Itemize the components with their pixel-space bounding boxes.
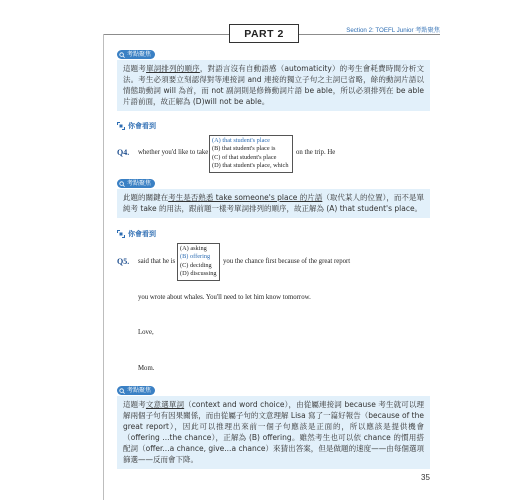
explanation-box bbox=[117, 189, 430, 218]
passage-line: you wrote about whales. You'll need to let him know tomorrow. bbox=[138, 294, 311, 301]
explanation-box bbox=[117, 60, 430, 111]
key-point-tag-label: 考點聚焦 bbox=[127, 180, 152, 187]
key-point-tag bbox=[117, 50, 155, 59]
key-point-tag-label: 考點聚焦 bbox=[127, 51, 152, 58]
you-will-see-label bbox=[117, 229, 156, 239]
you-will-see-text: 你會看到 bbox=[128, 230, 156, 238]
passage-closing: Love, bbox=[138, 329, 154, 336]
passage-signature: Mom. bbox=[138, 365, 155, 372]
explanation-text: 這題考 bbox=[123, 64, 147, 73]
explanation-key-phrase: 單詞排列的順序 bbox=[146, 64, 200, 73]
key-point-tag bbox=[117, 386, 155, 395]
option-b: (B) that student's place is bbox=[212, 145, 276, 153]
answer-options-box bbox=[209, 135, 293, 173]
explanation-text: 此題的關鍵在 bbox=[123, 193, 169, 202]
question-text-before: said that he is bbox=[138, 258, 176, 265]
option-d: (D) that student's place, which bbox=[212, 162, 289, 170]
you-will-see-label bbox=[117, 121, 156, 131]
magnifier-icon bbox=[119, 388, 125, 394]
option-a: (A) asking bbox=[180, 245, 207, 252]
explanation-box bbox=[117, 396, 430, 469]
bracket-icon bbox=[117, 122, 125, 130]
explanation-text: ，對語言沒有自動語感（automaticity）的考生會耗費時間分析文法。考生必須要立刻認得對等連接詞 and 連接的獨立子句之主詞已省略，餘的動詞片語以情態助動詞 will 為首，而 not 副詞則是修飾動詞片語 be able，所以必須排列在 be able 片語前面，故正解為 (D)will not be able。 bbox=[123, 64, 425, 106]
option-b: (B) offering bbox=[180, 253, 211, 261]
left-margin-rule bbox=[103, 34, 104, 500]
magnifier-icon bbox=[119, 52, 125, 58]
explanation-key-phrase: 考生是否熟悉 take someone's place 的片語 bbox=[168, 193, 323, 202]
question-text-after: you the chance first because of the great report bbox=[223, 258, 351, 265]
question-text-after: on the trip. He bbox=[296, 149, 336, 156]
answer-options-box bbox=[177, 243, 220, 281]
part-label: PART 2 bbox=[229, 24, 299, 43]
you-will-see-text: 你會看到 bbox=[128, 122, 156, 130]
magnifier-icon bbox=[119, 181, 125, 187]
option-d: (D) discussing bbox=[180, 270, 217, 278]
question-text-before: whether you'd like to take bbox=[138, 149, 209, 156]
explanation-text: （context and word choice），由從屬連接詞 because 考生就可以理解兩個子句有因果關係，而由從屬子句的文意理解 Lisa 寫了一篇好報告（because of the great report），因此可以推理出來前一個子句應該是正面的，所以應該是提供機會（offering ...the chance），正解為 (B) offering。雖然考生也可以依 chance 的慣用搭配詞（offer...a chance, give...a chance）來猜出答案，但是做題的速度——由每個選項篩選——反而會下降。 bbox=[123, 400, 425, 464]
explanation-text: 這題考 bbox=[123, 400, 146, 409]
option-c: (C) of that student's place bbox=[212, 153, 277, 161]
bracket-icon bbox=[117, 230, 125, 238]
explanation-key-phrase: 文意選單詞 bbox=[145, 400, 185, 409]
key-point-tag-label: 考點聚焦 bbox=[127, 387, 152, 394]
question-number: Q5. bbox=[117, 257, 130, 266]
question-number: Q4. bbox=[117, 148, 130, 157]
section-title: Section 2: TOEFL Junior 考點聚焦 bbox=[346, 27, 440, 34]
explanation-text: （取代某人的位置），而不是單純考 take 的用法，跟前題一樣考單詞排列的順序，故正解為 (A) that student's place。 bbox=[123, 193, 424, 213]
page-number: 35 bbox=[421, 473, 430, 482]
option-a: (A) that student's place bbox=[212, 137, 270, 144]
key-point-tag bbox=[117, 179, 155, 188]
option-c: (C) deciding bbox=[180, 261, 212, 269]
